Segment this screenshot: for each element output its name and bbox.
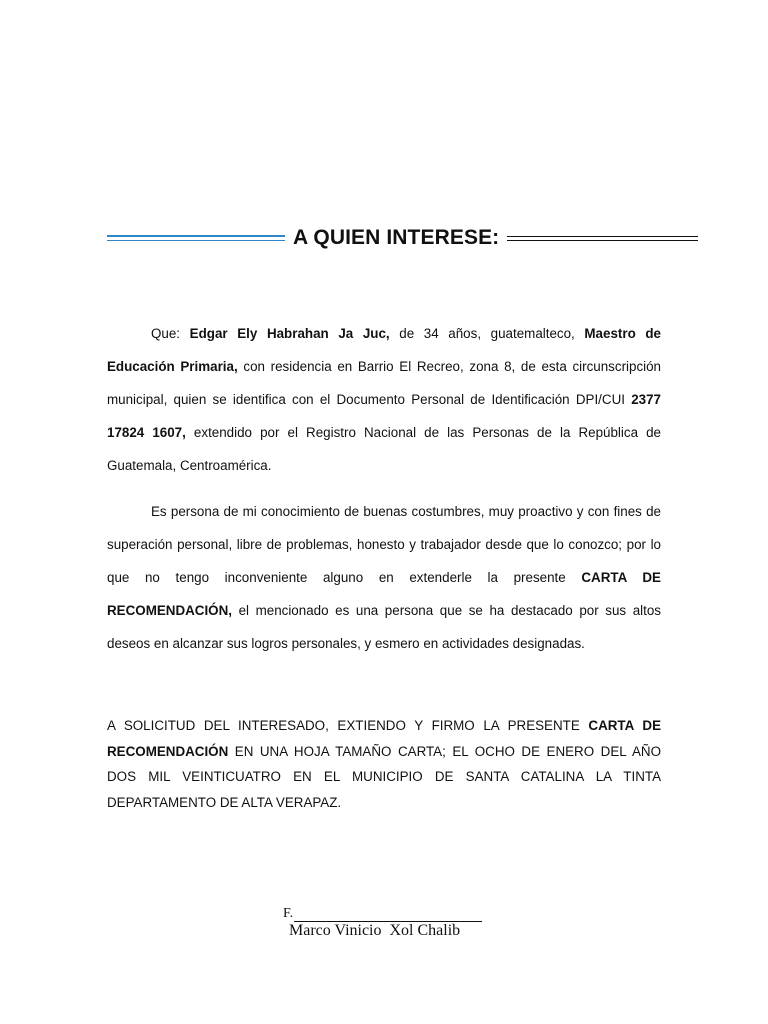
- letter-type: CARTA DE RECOMENDACIÓN,: [107, 570, 661, 618]
- id-number: 2377 17824 1607,: [107, 392, 661, 440]
- signature-block: [283, 900, 493, 940]
- text-run: el mencionado es una persona que se ha destacado por sus altos deseos en alcanzar sus logros personales, y esmero en actividades designadas.: [107, 603, 661, 651]
- text-run: de 34 años, guatemalteco,: [389, 326, 585, 341]
- person-name: Edgar Ely Habrahan Ja Juc,: [189, 326, 390, 341]
- text-run: extendido por el Registro Nacional de las Personas de la República de Guatemala, Centroamérica.: [107, 425, 662, 473]
- profession: Maestro de Educación Primaria,: [107, 326, 661, 374]
- text-run: EN UNA HOJA TAMAÑO CARTA; EL OCHO DE ENERO DEL AÑO DOS MIL VEINTICUATRO EN EL MUNICIPIO DE SANTA CATALINA LA TINTA DEPARTAMENTO DE ALTA VERAPAZ.: [107, 743, 661, 810]
- heading-rule-left: [107, 235, 285, 241]
- text-run: Es persona de mi conocimiento de buenas costumbres, muy proactivo y con fines de superación personal, libre de problemas, honesto y trabajador desde que lo conozco; por lo que no tengo inconveniente alguno en extenderle la presente: [107, 504, 661, 585]
- heading-rule-right: [507, 236, 698, 241]
- page-title: A QUIEN INTERESE:: [293, 226, 500, 249]
- letter-type: CARTA DE RECOMENDACIÓN: [107, 718, 661, 759]
- paragraph-closing: [107, 713, 661, 815]
- paragraph-character: [107, 495, 661, 660]
- text-run: Que:: [151, 326, 190, 341]
- signature-line: [294, 905, 482, 922]
- heading-row: [107, 223, 698, 253]
- text-run: A SOLICITUD DEL INTERESADO, EXTIENDO Y FIRMO LA PRESENTE: [107, 718, 589, 733]
- paragraph-identification: [107, 317, 661, 482]
- signature-line-row: [283, 900, 493, 922]
- signer-name: Marco Vinicio Xol Chalib: [289, 922, 461, 939]
- text-run: con residencia en Barrio El Recreo, zona 8, de esta circunscripción municipal, quien se identifica con el Documento Personal de Identificación DPI/CUI: [107, 359, 662, 407]
- signature-prefix: F.: [283, 906, 294, 921]
